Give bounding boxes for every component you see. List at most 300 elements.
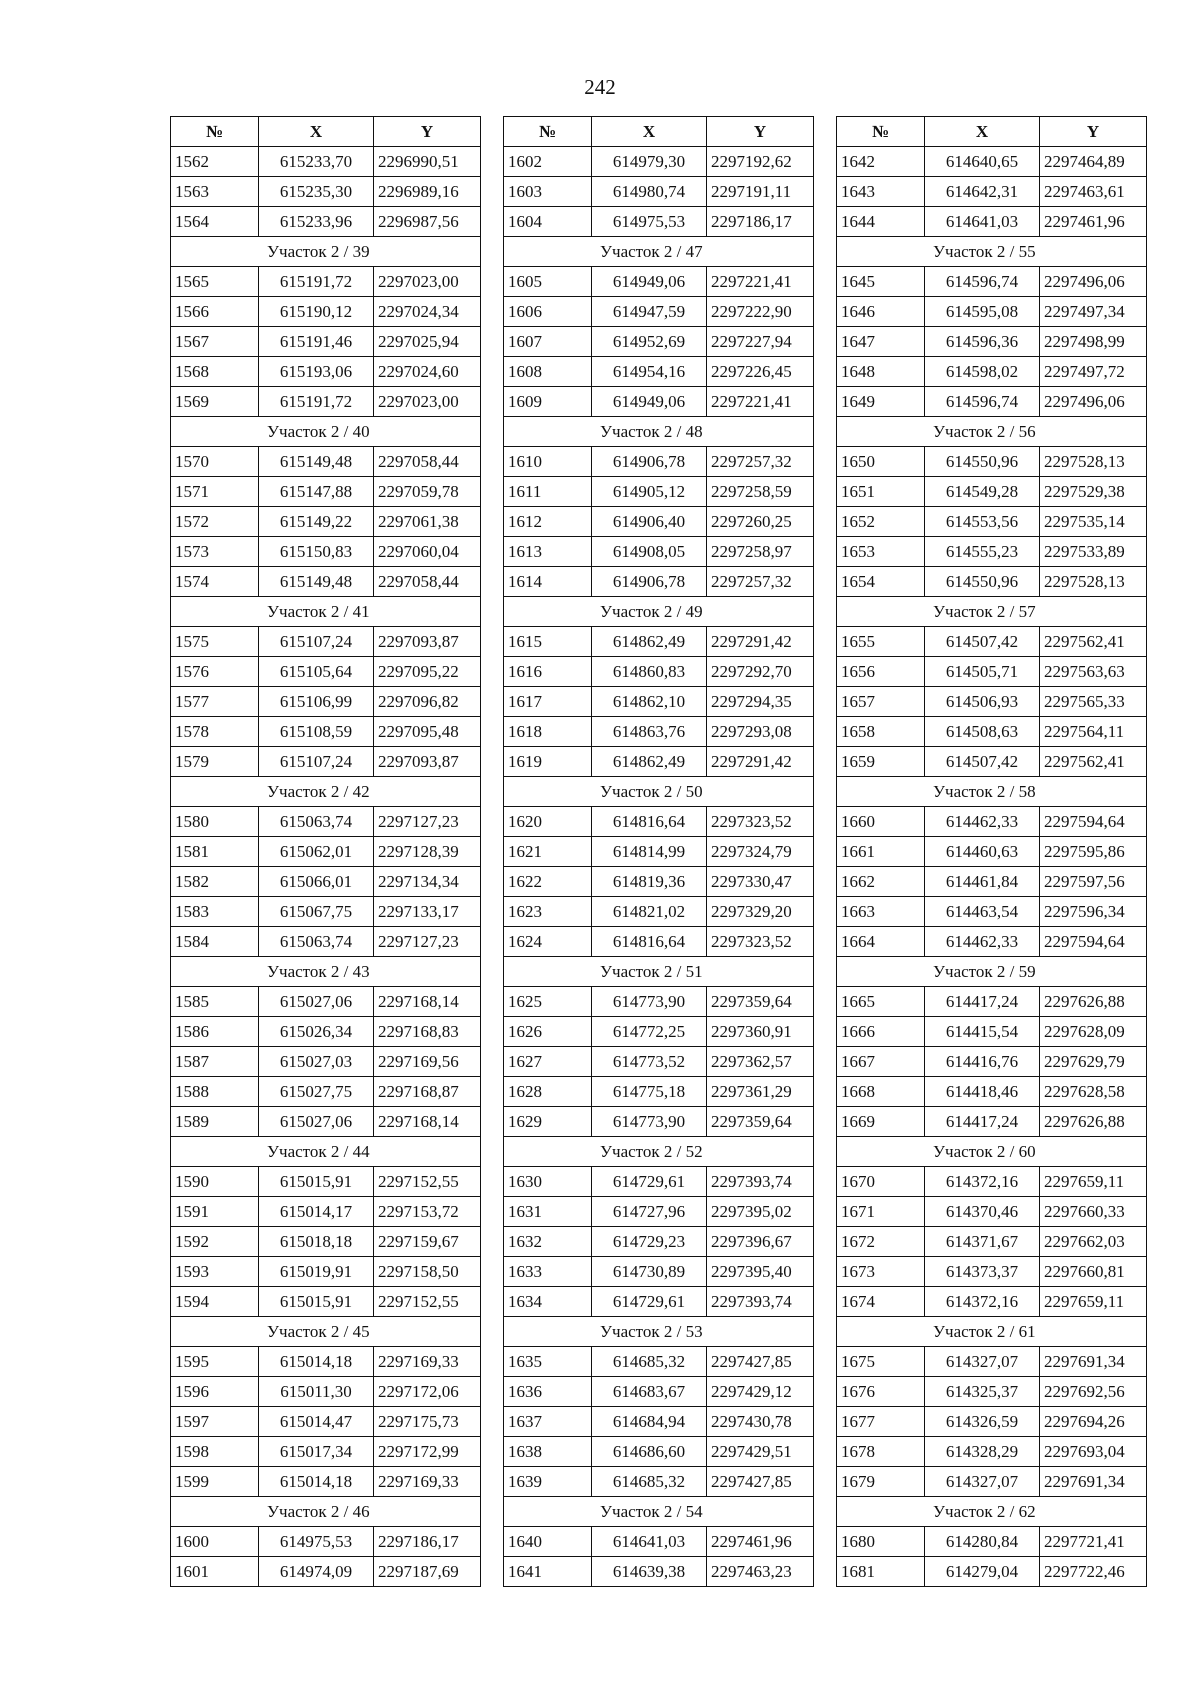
y-coordinate-cell: 2297528,13 — [1040, 567, 1147, 597]
y-coordinate-cell: 2297722,46 — [1040, 1557, 1147, 1587]
x-coordinate-cell: 614598,02 — [925, 357, 1040, 387]
y-coordinate-cell: 2297093,87 — [374, 627, 481, 657]
table-row — [171, 897, 481, 927]
y-coordinate-cell: 2297429,51 — [707, 1437, 814, 1467]
table-row — [504, 657, 814, 687]
x-coordinate-cell: 614461,84 — [925, 867, 1040, 897]
y-coordinate-cell: 2297691,34 — [1040, 1467, 1147, 1497]
x-coordinate-cell: 614862,49 — [592, 627, 707, 657]
table-row — [171, 267, 481, 297]
table-row — [504, 807, 814, 837]
x-coordinate-cell: 615149,48 — [259, 567, 374, 597]
y-coordinate-cell: 2297662,03 — [1040, 1227, 1147, 1257]
y-coordinate-cell: 2297660,33 — [1040, 1197, 1147, 1227]
section-title: Участок 2 / 60 — [837, 1137, 1147, 1167]
column-header-x: X — [925, 117, 1040, 147]
coordinates-table-2 — [503, 116, 814, 1587]
point-number-cell: 1628 — [504, 1077, 592, 1107]
point-number-cell: 1647 — [837, 327, 925, 357]
table-row — [504, 537, 814, 567]
section-header-row — [171, 777, 481, 807]
point-number-cell: 1652 — [837, 507, 925, 537]
x-coordinate-cell: 614641,03 — [592, 1527, 707, 1557]
y-coordinate-cell: 2297395,02 — [707, 1197, 814, 1227]
point-number-cell: 1630 — [504, 1167, 592, 1197]
x-coordinate-cell: 614417,24 — [925, 1107, 1040, 1137]
x-coordinate-cell: 614906,78 — [592, 447, 707, 477]
section-title: Участок 2 / 53 — [504, 1317, 814, 1347]
x-coordinate-cell: 614814,99 — [592, 837, 707, 867]
x-coordinate-cell: 614949,06 — [592, 387, 707, 417]
point-number-cell: 1623 — [504, 897, 592, 927]
table-row — [837, 387, 1147, 417]
x-coordinate-cell: 614684,94 — [592, 1407, 707, 1437]
y-coordinate-cell: 2297025,94 — [374, 327, 481, 357]
point-number-cell: 1573 — [171, 537, 259, 567]
x-coordinate-cell: 614980,74 — [592, 177, 707, 207]
x-coordinate-cell: 615063,74 — [259, 927, 374, 957]
point-number-cell: 1592 — [171, 1227, 259, 1257]
x-coordinate-cell: 614373,37 — [925, 1257, 1040, 1287]
y-coordinate-cell: 2297596,34 — [1040, 897, 1147, 927]
point-number-cell: 1653 — [837, 537, 925, 567]
x-coordinate-cell: 615233,70 — [259, 147, 374, 177]
point-number-cell: 1669 — [837, 1107, 925, 1137]
x-coordinate-cell: 615027,06 — [259, 987, 374, 1017]
point-number-cell: 1679 — [837, 1467, 925, 1497]
point-number-cell: 1661 — [837, 837, 925, 867]
x-coordinate-cell: 615027,06 — [259, 1107, 374, 1137]
table-row — [504, 1407, 814, 1437]
point-number-cell: 1580 — [171, 807, 259, 837]
x-coordinate-cell: 614595,08 — [925, 297, 1040, 327]
point-number-cell: 1649 — [837, 387, 925, 417]
page-number: 242 — [584, 75, 616, 99]
section-header-row — [171, 957, 481, 987]
x-coordinate-cell: 614418,46 — [925, 1077, 1040, 1107]
x-coordinate-cell: 615014,18 — [259, 1467, 374, 1497]
section-title: Участок 2 / 40 — [171, 417, 481, 447]
x-coordinate-cell: 614729,61 — [592, 1287, 707, 1317]
y-coordinate-cell: 2297659,11 — [1040, 1167, 1147, 1197]
y-coordinate-cell: 2297324,79 — [707, 837, 814, 867]
table-row — [837, 177, 1147, 207]
y-coordinate-cell: 2297221,41 — [707, 387, 814, 417]
section-title: Участок 2 / 56 — [837, 417, 1147, 447]
table-row — [837, 987, 1147, 1017]
x-coordinate-cell: 614327,07 — [925, 1467, 1040, 1497]
table-row — [504, 717, 814, 747]
table-row — [504, 1197, 814, 1227]
y-coordinate-cell: 2297186,17 — [707, 207, 814, 237]
x-coordinate-cell: 614862,49 — [592, 747, 707, 777]
section-header-row — [837, 1497, 1147, 1527]
x-coordinate-cell: 614906,40 — [592, 507, 707, 537]
y-coordinate-cell: 2297058,44 — [374, 447, 481, 477]
section-title: Участок 2 / 58 — [837, 777, 1147, 807]
table-row — [171, 1017, 481, 1047]
table-row — [837, 327, 1147, 357]
x-coordinate-cell: 614549,28 — [925, 477, 1040, 507]
y-coordinate-cell: 2297562,41 — [1040, 627, 1147, 657]
table-row — [504, 327, 814, 357]
y-coordinate-cell: 2297660,81 — [1040, 1257, 1147, 1287]
x-coordinate-cell: 615108,59 — [259, 717, 374, 747]
column-header-y: Y — [374, 117, 481, 147]
table-row — [504, 267, 814, 297]
y-coordinate-cell: 2297227,94 — [707, 327, 814, 357]
table-row — [504, 147, 814, 177]
y-coordinate-cell: 2297463,61 — [1040, 177, 1147, 207]
table-row — [837, 1557, 1147, 1587]
x-coordinate-cell: 615191,72 — [259, 267, 374, 297]
y-coordinate-cell: 2297497,72 — [1040, 357, 1147, 387]
table-row — [837, 1287, 1147, 1317]
x-coordinate-cell: 615066,01 — [259, 867, 374, 897]
y-coordinate-cell: 2297133,17 — [374, 897, 481, 927]
section-header-row — [504, 1137, 814, 1167]
y-coordinate-cell: 2297395,40 — [707, 1257, 814, 1287]
point-number-cell: 1671 — [837, 1197, 925, 1227]
x-coordinate-cell: 614819,36 — [592, 867, 707, 897]
y-coordinate-cell: 2297221,41 — [707, 267, 814, 297]
x-coordinate-cell: 614550,96 — [925, 447, 1040, 477]
y-coordinate-cell: 2297258,59 — [707, 477, 814, 507]
point-number-cell: 1568 — [171, 357, 259, 387]
point-number-cell: 1678 — [837, 1437, 925, 1467]
x-coordinate-cell: 614280,84 — [925, 1527, 1040, 1557]
y-coordinate-cell: 2297158,50 — [374, 1257, 481, 1287]
y-coordinate-cell: 2297172,99 — [374, 1437, 481, 1467]
point-number-cell: 1588 — [171, 1077, 259, 1107]
point-number-cell: 1636 — [504, 1377, 592, 1407]
table-header-row — [837, 117, 1147, 147]
y-coordinate-cell: 2297134,34 — [374, 867, 481, 897]
point-number-cell: 1627 — [504, 1047, 592, 1077]
point-number-cell: 1615 — [504, 627, 592, 657]
point-number-cell: 1589 — [171, 1107, 259, 1137]
table-row — [171, 1167, 481, 1197]
x-coordinate-cell: 615015,91 — [259, 1167, 374, 1197]
point-number-cell: 1644 — [837, 207, 925, 237]
table-row — [171, 387, 481, 417]
point-number-cell: 1590 — [171, 1167, 259, 1197]
table-row — [837, 1467, 1147, 1497]
x-coordinate-cell: 614507,42 — [925, 627, 1040, 657]
y-coordinate-cell: 2297222,90 — [707, 297, 814, 327]
y-coordinate-cell: 2297293,08 — [707, 717, 814, 747]
y-coordinate-cell: 2297172,06 — [374, 1377, 481, 1407]
table-row — [837, 867, 1147, 897]
x-coordinate-cell: 614462,33 — [925, 807, 1040, 837]
y-coordinate-cell: 2297694,26 — [1040, 1407, 1147, 1437]
x-coordinate-cell: 614860,83 — [592, 657, 707, 687]
table-row — [171, 447, 481, 477]
table-row — [504, 1227, 814, 1257]
point-number-cell: 1602 — [504, 147, 592, 177]
y-coordinate-cell: 2297563,63 — [1040, 657, 1147, 687]
point-number-cell: 1564 — [171, 207, 259, 237]
x-coordinate-cell: 615018,18 — [259, 1227, 374, 1257]
y-coordinate-cell: 2297168,14 — [374, 1107, 481, 1137]
section-title: Участок 2 / 43 — [171, 957, 481, 987]
y-coordinate-cell: 2297127,23 — [374, 927, 481, 957]
y-coordinate-cell: 2297396,67 — [707, 1227, 814, 1257]
y-coordinate-cell: 2297594,64 — [1040, 927, 1147, 957]
point-number-cell: 1662 — [837, 867, 925, 897]
y-coordinate-cell: 2297061,38 — [374, 507, 481, 537]
x-coordinate-cell: 614327,07 — [925, 1347, 1040, 1377]
point-number-cell: 1613 — [504, 537, 592, 567]
point-number-cell: 1612 — [504, 507, 592, 537]
x-coordinate-cell: 614640,65 — [925, 147, 1040, 177]
table-row — [171, 1377, 481, 1407]
point-number-cell: 1626 — [504, 1017, 592, 1047]
point-number-cell: 1635 — [504, 1347, 592, 1377]
table-row — [171, 1107, 481, 1137]
y-coordinate-cell: 2296987,56 — [374, 207, 481, 237]
x-coordinate-cell: 614975,53 — [259, 1527, 374, 1557]
y-coordinate-cell: 2297430,78 — [707, 1407, 814, 1437]
x-coordinate-cell: 614279,04 — [925, 1557, 1040, 1587]
section-title: Участок 2 / 50 — [504, 777, 814, 807]
table-row — [504, 927, 814, 957]
x-coordinate-cell: 615190,12 — [259, 297, 374, 327]
section-header-row — [504, 417, 814, 447]
point-number-cell: 1585 — [171, 987, 259, 1017]
table-row — [837, 1167, 1147, 1197]
y-coordinate-cell: 2297059,78 — [374, 477, 481, 507]
table-header-row — [171, 117, 481, 147]
x-coordinate-cell: 614979,30 — [592, 147, 707, 177]
point-number-cell: 1581 — [171, 837, 259, 867]
table-row — [171, 1287, 481, 1317]
y-coordinate-cell: 2297461,96 — [707, 1527, 814, 1557]
section-header-row — [837, 417, 1147, 447]
table-row — [171, 1407, 481, 1437]
point-number-cell: 1631 — [504, 1197, 592, 1227]
section-header-row — [171, 1317, 481, 1347]
y-coordinate-cell: 2297721,41 — [1040, 1527, 1147, 1557]
table-row — [837, 1197, 1147, 1227]
table-row — [504, 1107, 814, 1137]
table-row — [171, 717, 481, 747]
x-coordinate-cell: 614773,52 — [592, 1047, 707, 1077]
point-number-cell: 1619 — [504, 747, 592, 777]
table-row — [837, 1107, 1147, 1137]
y-coordinate-cell: 2297692,56 — [1040, 1377, 1147, 1407]
point-number-cell: 1599 — [171, 1467, 259, 1497]
y-coordinate-cell: 2297565,33 — [1040, 687, 1147, 717]
x-coordinate-cell: 614773,90 — [592, 1107, 707, 1137]
section-header-row — [504, 597, 814, 627]
section-header-row — [837, 777, 1147, 807]
x-coordinate-cell: 615014,47 — [259, 1407, 374, 1437]
y-coordinate-cell: 2297168,87 — [374, 1077, 481, 1107]
point-number-cell: 1621 — [504, 837, 592, 867]
section-header-row — [837, 957, 1147, 987]
x-coordinate-cell: 615063,74 — [259, 807, 374, 837]
table-row — [171, 807, 481, 837]
y-coordinate-cell: 2297564,11 — [1040, 717, 1147, 747]
table-row — [171, 1077, 481, 1107]
x-coordinate-cell: 614821,02 — [592, 897, 707, 927]
point-number-cell: 1663 — [837, 897, 925, 927]
section-title: Участок 2 / 51 — [504, 957, 814, 987]
x-coordinate-cell: 614328,29 — [925, 1437, 1040, 1467]
y-coordinate-cell: 2297429,12 — [707, 1377, 814, 1407]
point-number-cell: 1641 — [504, 1557, 592, 1587]
point-number-cell: 1610 — [504, 447, 592, 477]
table-row — [504, 1167, 814, 1197]
y-coordinate-cell: 2297360,91 — [707, 1017, 814, 1047]
x-coordinate-cell: 614462,33 — [925, 927, 1040, 957]
point-number-cell: 1651 — [837, 477, 925, 507]
section-title: Участок 2 / 47 — [504, 237, 814, 267]
table-row — [837, 747, 1147, 777]
point-number-cell: 1565 — [171, 267, 259, 297]
point-number-cell: 1605 — [504, 267, 592, 297]
table-row — [171, 1347, 481, 1377]
point-number-cell: 1646 — [837, 297, 925, 327]
point-number-cell: 1668 — [837, 1077, 925, 1107]
x-coordinate-cell: 614553,56 — [925, 507, 1040, 537]
table-row — [504, 1527, 814, 1557]
y-coordinate-cell: 2297260,25 — [707, 507, 814, 537]
y-coordinate-cell: 2297597,56 — [1040, 867, 1147, 897]
x-coordinate-cell: 614908,05 — [592, 537, 707, 567]
x-coordinate-cell: 614816,64 — [592, 927, 707, 957]
x-coordinate-cell: 615147,88 — [259, 477, 374, 507]
x-coordinate-cell: 614372,16 — [925, 1167, 1040, 1197]
point-number-cell: 1665 — [837, 987, 925, 1017]
point-number-cell: 1660 — [837, 807, 925, 837]
y-coordinate-cell: 2297127,23 — [374, 807, 481, 837]
y-coordinate-cell: 2297058,44 — [374, 567, 481, 597]
table-row — [837, 1437, 1147, 1467]
table-header-row — [504, 117, 814, 147]
point-number-cell: 1667 — [837, 1047, 925, 1077]
point-number-cell: 1659 — [837, 747, 925, 777]
table-row — [171, 1467, 481, 1497]
coordinates-table-1 — [170, 116, 481, 1587]
x-coordinate-cell: 614508,63 — [925, 717, 1040, 747]
x-coordinate-cell: 614550,96 — [925, 567, 1040, 597]
x-coordinate-cell: 615105,64 — [259, 657, 374, 687]
table-row — [504, 1377, 814, 1407]
table-row — [837, 357, 1147, 387]
table-row — [504, 1437, 814, 1467]
y-coordinate-cell: 2297292,70 — [707, 657, 814, 687]
y-coordinate-cell: 2297361,29 — [707, 1077, 814, 1107]
y-coordinate-cell: 2297693,04 — [1040, 1437, 1147, 1467]
point-number-cell: 1634 — [504, 1287, 592, 1317]
x-coordinate-cell: 615149,48 — [259, 447, 374, 477]
table-row — [171, 927, 481, 957]
table-row — [837, 207, 1147, 237]
y-coordinate-cell: 2297291,42 — [707, 627, 814, 657]
x-coordinate-cell: 614862,10 — [592, 687, 707, 717]
section-header-row — [171, 237, 481, 267]
table-row — [837, 1257, 1147, 1287]
table-row — [171, 657, 481, 687]
point-number-cell: 1624 — [504, 927, 592, 957]
y-coordinate-cell: 2297628,58 — [1040, 1077, 1147, 1107]
point-number-cell: 1639 — [504, 1467, 592, 1497]
point-number-cell: 1672 — [837, 1227, 925, 1257]
x-coordinate-cell: 614974,09 — [259, 1557, 374, 1587]
x-coordinate-cell: 615027,75 — [259, 1077, 374, 1107]
column-header-x: X — [592, 117, 707, 147]
table-row — [171, 357, 481, 387]
table-row — [171, 507, 481, 537]
y-coordinate-cell: 2297192,62 — [707, 147, 814, 177]
y-coordinate-cell: 2297153,72 — [374, 1197, 481, 1227]
y-coordinate-cell: 2297461,96 — [1040, 207, 1147, 237]
y-coordinate-cell: 2297187,69 — [374, 1557, 481, 1587]
x-coordinate-cell: 614596,36 — [925, 327, 1040, 357]
point-number-cell: 1642 — [837, 147, 925, 177]
table-row — [171, 1557, 481, 1587]
section-title: Участок 2 / 45 — [171, 1317, 481, 1347]
x-coordinate-cell: 614905,12 — [592, 477, 707, 507]
y-coordinate-cell: 2297175,73 — [374, 1407, 481, 1437]
point-number-cell: 1650 — [837, 447, 925, 477]
y-coordinate-cell: 2297152,55 — [374, 1287, 481, 1317]
table-row — [504, 1047, 814, 1077]
y-coordinate-cell: 2297024,34 — [374, 297, 481, 327]
point-number-cell: 1680 — [837, 1527, 925, 1557]
x-coordinate-cell: 615015,91 — [259, 1287, 374, 1317]
table-row — [837, 1227, 1147, 1257]
section-title: Участок 2 / 61 — [837, 1317, 1147, 1347]
table-row — [504, 357, 814, 387]
y-coordinate-cell: 2297329,20 — [707, 897, 814, 927]
x-coordinate-cell: 614506,93 — [925, 687, 1040, 717]
table-row — [171, 177, 481, 207]
point-number-cell: 1593 — [171, 1257, 259, 1287]
point-number-cell: 1594 — [171, 1287, 259, 1317]
x-coordinate-cell: 615017,34 — [259, 1437, 374, 1467]
section-header-row — [504, 777, 814, 807]
y-coordinate-cell: 2297291,42 — [707, 747, 814, 777]
column-header-number: № — [837, 117, 925, 147]
table-row — [171, 1437, 481, 1467]
column-header-y: Y — [1040, 117, 1147, 147]
y-coordinate-cell: 2297128,39 — [374, 837, 481, 867]
point-number-cell: 1657 — [837, 687, 925, 717]
point-number-cell: 1596 — [171, 1377, 259, 1407]
x-coordinate-cell: 614555,23 — [925, 537, 1040, 567]
table-row — [171, 207, 481, 237]
y-coordinate-cell: 2297258,97 — [707, 537, 814, 567]
point-number-cell: 1637 — [504, 1407, 592, 1437]
y-coordinate-cell: 2297626,88 — [1040, 987, 1147, 1017]
point-number-cell: 1583 — [171, 897, 259, 927]
x-coordinate-cell: 615062,01 — [259, 837, 374, 867]
point-number-cell: 1625 — [504, 987, 592, 1017]
point-number-cell: 1617 — [504, 687, 592, 717]
table-row — [171, 1257, 481, 1287]
section-title: Участок 2 / 44 — [171, 1137, 481, 1167]
y-coordinate-cell: 2297159,67 — [374, 1227, 481, 1257]
x-coordinate-cell: 615067,75 — [259, 897, 374, 927]
y-coordinate-cell: 2297464,89 — [1040, 147, 1147, 177]
section-header-row — [837, 1317, 1147, 1347]
point-number-cell: 1622 — [504, 867, 592, 897]
y-coordinate-cell: 2297168,14 — [374, 987, 481, 1017]
table-row — [837, 1527, 1147, 1557]
